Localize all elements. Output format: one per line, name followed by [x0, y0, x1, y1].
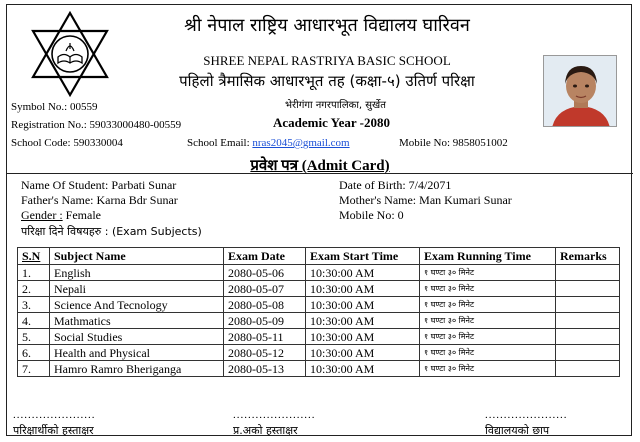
date-cell: 2080-05-12 [224, 345, 306, 361]
student-photo [543, 55, 617, 127]
start-time-cell: 10:30:00 AM [306, 265, 420, 281]
start-time-cell: 10:30:00 AM [306, 297, 420, 313]
start-time-cell: 10:30:00 AM [306, 361, 420, 377]
gender [21, 208, 101, 223]
start-time-cell: 10:30:00 AM [306, 313, 420, 329]
running-time-cell: १ घण्टा ३० मिनेट [420, 345, 556, 361]
running-time-cell: १ घण्टा ३० मिनेट [420, 265, 556, 281]
running-time-cell: १ घण्टा ३० मिनेट [420, 329, 556, 345]
serial-cell: 6. [18, 345, 50, 361]
admit-card-heading: प्रवेश पत्र (Admit Card) [250, 158, 390, 174]
school-email-link[interactable]: nras2045@gmail.com [252, 137, 350, 149]
student-signature-label: परिक्षार्थीको हस्ताक्षर [13, 424, 94, 437]
remarks-cell [556, 345, 620, 361]
remarks-cell [556, 281, 620, 297]
table-row [18, 265, 620, 281]
serial-cell: 5. [18, 329, 50, 345]
student-signature-line: ...................... [13, 409, 96, 421]
subject-cell: Science And Tecnology [50, 297, 224, 313]
admit-card-title [7, 155, 633, 175]
serial-cell: 1. [18, 265, 50, 281]
date-cell: 2080-05-06 [224, 265, 306, 281]
stamp-line: ...................... [485, 409, 568, 421]
school-email [187, 137, 350, 149]
table-row [18, 297, 620, 313]
date-cell: 2080-05-09 [224, 313, 306, 329]
table-row [18, 281, 620, 297]
date-cell: 2080-05-13 [224, 361, 306, 377]
table-row [18, 313, 620, 329]
date-of-birth: Date of Birth: 7/4/2071 [339, 178, 452, 192]
school-code: School Code: 590330004 [11, 137, 123, 149]
symbol-number: Symbol No.: 00559 [11, 101, 98, 113]
registration-number: Registration No.: 59033000480-00559 [11, 119, 182, 131]
school-mobile: Mobile No: 9858051002 [399, 137, 508, 149]
serial-cell: 7. [18, 361, 50, 377]
column-header: Subject Name [50, 248, 224, 265]
subject-cell: Health and Physical [50, 345, 224, 361]
remarks-cell [556, 265, 620, 281]
serial-cell: 4. [18, 313, 50, 329]
academic-year: Academic Year -2080 [273, 115, 390, 130]
mother-name: Mother's Name: Man Kumari Sunar [339, 193, 512, 207]
remarks-cell [556, 361, 620, 377]
remarks-cell [556, 297, 620, 313]
remarks-cell [556, 313, 620, 329]
father-name: Father's Name: Karna Bdr Sunar [21, 193, 178, 207]
school-address: भेरीगंगा नगरपालिका, सुर्खेत [285, 100, 386, 111]
gender-label: Gender : [21, 208, 63, 222]
gender-value: Female [65, 208, 101, 222]
running-time-cell: १ घण्टा ३० मिनेट [420, 297, 556, 313]
subject-cell: Social Studies [50, 329, 224, 345]
exam-title: पहिलो त्रैमासिक आधारभूत तह (कक्षा-५) उतिर्ण परिक्षा [179, 72, 475, 90]
column-header: Exam Running Time [420, 248, 556, 265]
school-logo-icon [25, 11, 115, 97]
serial-cell: 2. [18, 281, 50, 297]
table-row [18, 361, 620, 377]
school-stamp-label: विद्यालयको छाप [485, 424, 550, 437]
date-cell: 2080-05-07 [224, 281, 306, 297]
table-row [18, 329, 620, 345]
admit-card [6, 4, 632, 436]
school-name-nepali: श्री नेपाल राष्ट्रिय आधारभूत विद्यालय घारिवन [184, 15, 470, 36]
student-mobile: Mobile No: 0 [339, 208, 404, 222]
date-cell: 2080-05-11 [224, 329, 306, 345]
student-name: Name Of Student: Parbati Sunar [21, 178, 177, 192]
subject-cell: Mathmatics [50, 313, 224, 329]
date-cell: 2080-05-08 [224, 297, 306, 313]
school-name-english: SHREE NEPAL RASTRIYA BASIC SCHOOL [203, 53, 451, 68]
school-email-label: School Email: [187, 137, 250, 149]
column-header: Exam Start Time [306, 248, 420, 265]
principal-signature-line: ...................... [233, 409, 316, 421]
table-header-row [18, 248, 620, 265]
remarks-cell [556, 329, 620, 345]
divider [7, 173, 633, 174]
column-header: S.N [18, 248, 50, 265]
subject-cell: Nepali [50, 281, 224, 297]
start-time-cell: 10:30:00 AM [306, 345, 420, 361]
running-time-cell: १ घण्टा ३० मिनेट [420, 361, 556, 377]
principal-signature-label: प्र.अको हस्ताक्षर [233, 424, 298, 437]
subject-cell: Hamro Ramro Bheriganga [50, 361, 224, 377]
start-time-cell: 10:30:00 AM [306, 281, 420, 297]
start-time-cell: 10:30:00 AM [306, 329, 420, 345]
serial-cell: 3. [18, 297, 50, 313]
column-header: Remarks [556, 248, 620, 265]
column-header: Exam Date [224, 248, 306, 265]
exam-subjects-heading: परिक्षा दिने विषयहरु : (Exam Subjects) [21, 225, 202, 238]
exam-schedule-table [17, 247, 620, 377]
running-time-cell: १ घण्टा ३० मिनेट [420, 313, 556, 329]
table-row [18, 345, 620, 361]
subject-cell: English [50, 265, 224, 281]
running-time-cell: १ घण्टा ३० मिनेट [420, 281, 556, 297]
